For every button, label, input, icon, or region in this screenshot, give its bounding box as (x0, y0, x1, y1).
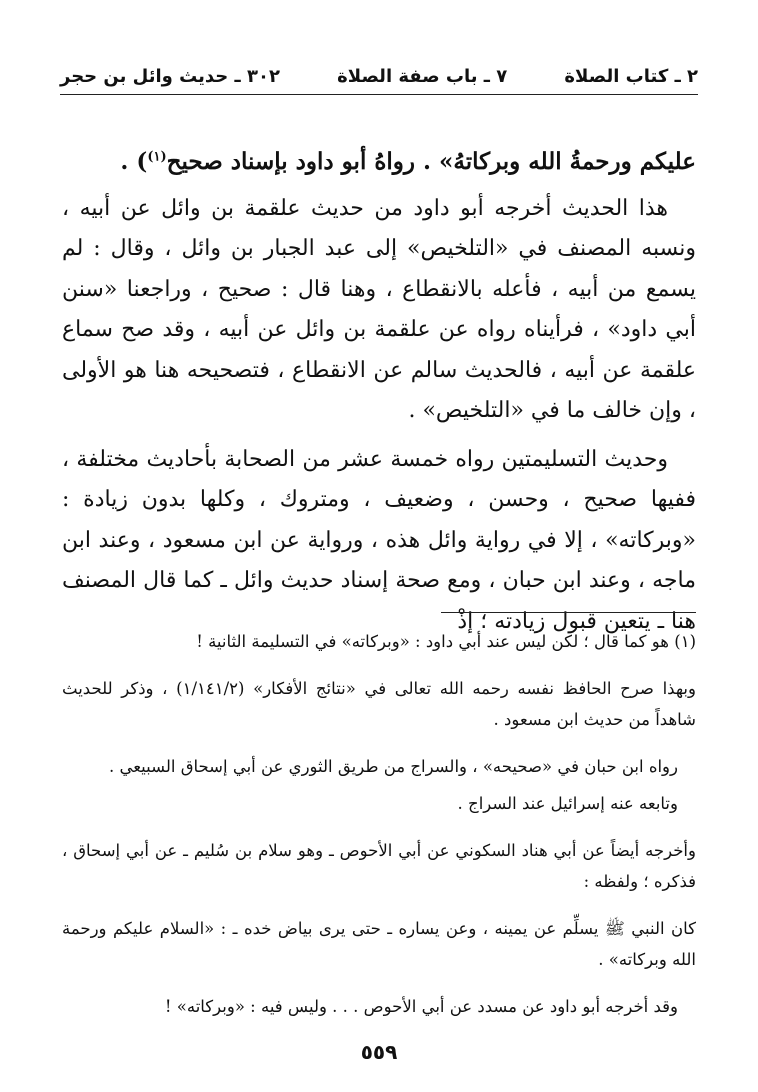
footnote-1: (١) هو كما قال ؛ لكن ليس عند أبي داود : «وبركاته» في التسليمة الثانية ! (196, 632, 696, 651)
footnote-separator (441, 612, 696, 613)
footnote-1-abu-dawud: وقد أخرجه أبو داود عن مسدد عن أبي الأحوص . . . وليس فيه : «وبركاته» ! (164, 997, 678, 1016)
hadith-ending-text: عليكم ورحمةُ الله وبركاتهُ» . رواهُ أبو داود بإسناد صحيح (166, 148, 696, 175)
footnote-1-comment: وبهذا صرح الحافظ نفسه رحمه الله تعالى في «نتائج الأفكار» (١/١٤١/٢) ، وذكر للحديث شاهداً من حديث ابن مسعود . (62, 679, 696, 729)
header-hadith-title: ٣٠٢ ـ حديث وائل بن حجر (60, 65, 280, 87)
header-book-title: ٢ ـ كتاب الصلاة (564, 65, 698, 87)
footnotes (62, 626, 696, 1028)
footnote-1-source: رواه ابن حبان في «صحيحه» ، والسراج من طريق الثوري عن أبي إسحاق السبيعي . (108, 757, 678, 776)
commentary-paragraph-1: هذا الحديث أخرجه أبو داود من حديث علقمة بن وائل عن أبيه ، ونسبه المصنف في «التلخيص» إلى عبد الجبار بن وائل ، وقال : لم يسمع من أبيه ، فأعله بالانقطاع ، وهنا قال : صحيح ، وراجعنا «سنن أبي داود» ، فرأيناه رواه عن علقمة بن وائل عن أبيه ، وقد صح سماع علقمة عن أبيه ، فالحديث سالم عن الانقطاع ، فتصحيحه هنا هو الأولى ، وإن خالف ما في «التلخيص» . (62, 195, 696, 423)
header-chapter-title: ٧ ـ باب صفة الصلاة (337, 65, 508, 87)
commentary-paragraph-2: وحديث التسليمتين رواه خمسة عشر من الصحابة بأحاديث مختلفة ، ففيها صحيح ، وحسن ، وضعيف ، ومتروك ، وكلها بدون زيادة : «وبركاته» ، إلا في رواية وائل هذه ، ورواية عن ابن مسعود ، وعند ابن ماجه ، وعند ابن حبان ، ومع صحة إسناد حديث وائل ـ كما قال المصنف هنا ـ يتعين قبول زيادته ؛ إذْ (62, 446, 696, 634)
footnote-ref-1: (١) (147, 149, 167, 165)
footnote-1-wording: كان النبي ﷺ يسلِّم عن يمينه ، وعن يساره ـ حتى يرى بياض خده ـ : «السلام عليكم ورحمة الله وبركاته» . (62, 919, 696, 969)
footnote-1-other-route: وأخرجه أيضاً عن أبي هناد السكوني عن أبي الأحوص ـ وهو سلام بن سُليم ـ عن أبي إسحاق ، فذكره ؛ ولفظه : (62, 841, 696, 891)
main-text (62, 142, 696, 650)
hadith-ending-close: ) . (120, 148, 148, 175)
running-header (60, 58, 698, 95)
hadith-ending (62, 142, 696, 183)
footnote-1-follow: وتابعه عنه إسرائيل عند السراج . (457, 794, 678, 813)
page-number: ٥٥٩ (360, 1040, 398, 1064)
